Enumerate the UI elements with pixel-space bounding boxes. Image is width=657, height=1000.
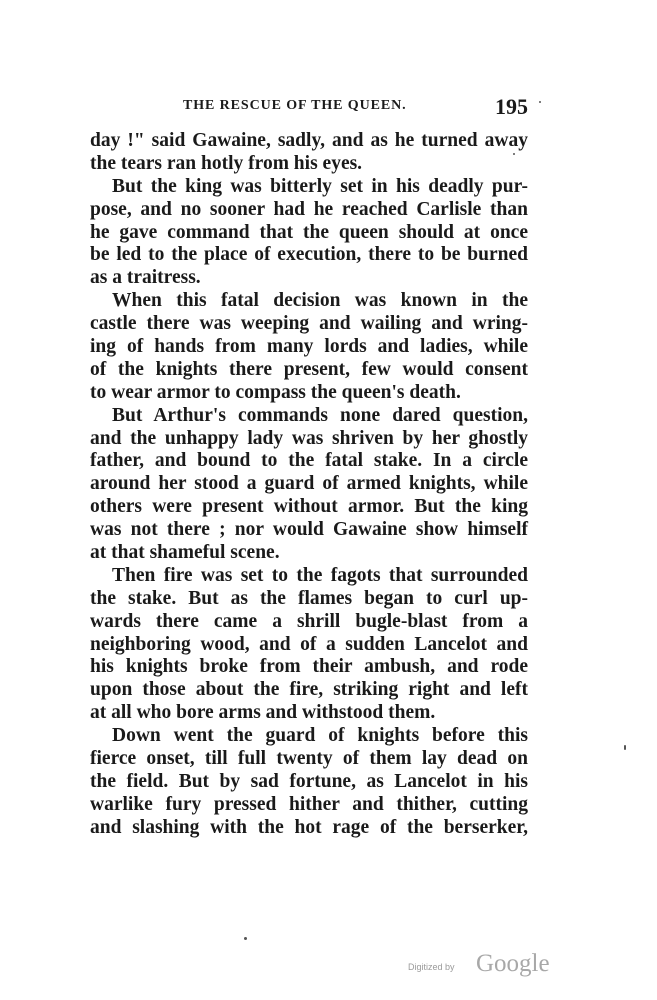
text-line: Down went the guard of knights before this — [112, 725, 528, 747]
text-line: others were present without armor. But the king — [90, 496, 528, 518]
text-line: father, and bound to the fatal stake. In a circle — [90, 450, 528, 472]
text-line: at all who bore arms and withstood them. — [90, 702, 436, 724]
text-line: he gave command that the queen should at once — [90, 221, 528, 243]
margin-speck — [624, 745, 626, 750]
text-line: around her stood a guard of armed knights, while — [90, 473, 528, 495]
watermark-prefix: Digitized by — [408, 962, 455, 972]
text-line: castle there was weeping and wailing and wring- — [90, 313, 528, 335]
text-line: the stake. But as the flames began to curl up- — [90, 587, 528, 609]
text-line: ing of hands from many lords and ladies, while — [90, 336, 528, 358]
text-line: at that shameful scene. — [90, 542, 280, 564]
running-head: THE RESCUE OF THE QUEEN. — [183, 98, 407, 113]
text-line: upon those about the fire, striking right and left — [90, 679, 528, 701]
text-line: warlike fury pressed hither and thither, cutting — [90, 793, 528, 815]
text-line: day !" said Gawaine, sadly, and as he turned away — [90, 130, 528, 151]
margin-speck — [539, 101, 541, 103]
text-line: fierce onset, till full twenty of them lay dead on — [90, 748, 528, 770]
text-line: was not there ; nor would Gawaine show himself — [90, 519, 528, 541]
margin-speck — [244, 937, 247, 940]
text-line: neighboring wood, and of a sudden Lancelot and — [90, 633, 528, 655]
margin-speck — [513, 153, 515, 155]
text-line: his knights broke from their ambush, and rode — [90, 656, 528, 678]
text-line: to wear armor to compass the queen's death. — [90, 381, 461, 403]
text-line: the field. But by sad fortune, as Lancelot in his — [90, 770, 528, 792]
text-line: and the unhappy lady was shriven by her ghostly — [90, 427, 528, 449]
text-line: wards there came a shrill bugle-blast from a — [90, 610, 528, 632]
text-line: the tears ran hotly from his eyes. — [90, 152, 363, 174]
text-line: of the knights there present, few would consent — [90, 358, 528, 380]
text-line: pose, and no sooner had he reached Carlisle than — [90, 198, 528, 220]
text-line: be led to the place of execution, there to be burned — [90, 244, 528, 266]
google-logo: Google — [476, 950, 550, 977]
body-text — [90, 130, 528, 840]
text-line: But Arthur's commands none dared question, — [112, 404, 528, 426]
text-line: and slashing with the hot rage of the berserker, — [90, 816, 528, 838]
text-line: as a traitress. — [90, 267, 201, 289]
text-line: But the king was bitterly set in his deadly pur- — [112, 175, 528, 197]
text-line: When this fatal decision was known in the — [112, 290, 528, 312]
page-number: 195 — [495, 94, 528, 119]
digitized-by-google-watermark — [408, 948, 558, 980]
text-line: Then fire was set to the fagots that surrounded — [112, 564, 528, 586]
page-header — [90, 94, 528, 122]
